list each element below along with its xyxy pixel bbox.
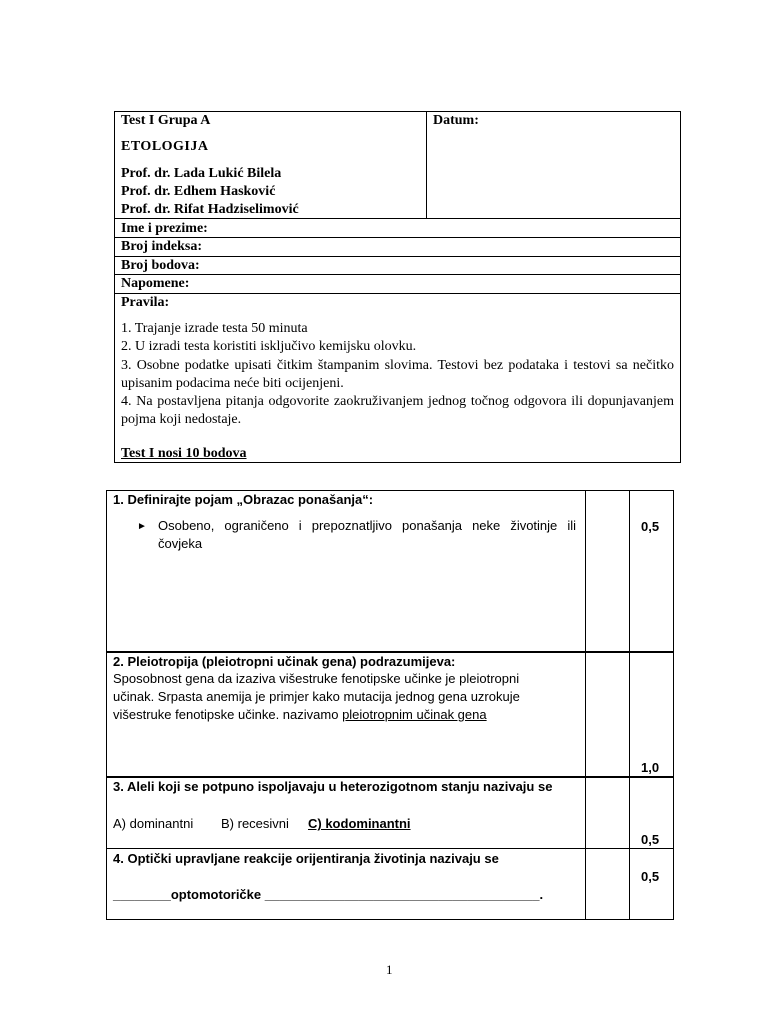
q4-title: 4. Optički upravljane reakcije orijentiranja životinja nazivaju se [113, 851, 499, 866]
q4-answer-line [113, 886, 543, 904]
q3-option-c[interactable]: C) kodominantni [308, 816, 411, 831]
field-notes: Napomene: [121, 276, 190, 291]
q1-answer: Osobeno, ograničeno i prepoznatljivo ponašanja neke životinje ili čovjeka [158, 518, 576, 551]
datum-label: Datum: [433, 113, 479, 128]
q3-option-a[interactable]: A) dominantni [113, 816, 194, 831]
bullet-arrow-icon: ► [137, 521, 147, 532]
q4-blank-before: ________ [113, 887, 171, 902]
rules-label: Pravila: [121, 295, 170, 310]
q3-title: 3. Aleli koji se potpuno ispoljavaju u heterozigotnom stanju nazivaju se [113, 779, 553, 794]
q1-title: 1. Definirajte pojam „Obrazac ponašanja“: [113, 492, 374, 507]
rule-1: 1. Trajanje izrade testa 50 minuta [121, 321, 308, 336]
professor-1: Prof. dr. Lada Lukić Bilela [121, 166, 282, 181]
field-name: Ime i prezime: [121, 221, 208, 236]
rule-2: 2. U izradi testa koristiti isključivo kemijsku olovku. [121, 339, 417, 354]
rule-4: 4. Na postavljena pitanja odgovorite zaokruživanjem jednog točnog odgovora ili dopunjavanjem pojma koji nedostaje. [121, 394, 674, 427]
q2-answer-line-2: učinak. Srpasta anemija je primjer kako mutacija jednog gena uzrokuje [113, 689, 520, 704]
q4-answer: optomotoričke [170, 887, 262, 902]
professor-2: Prof. dr. Edhem Hasković [121, 184, 276, 199]
field-points: Broj bodova: [121, 258, 200, 273]
q2-answer-prefix: višestruke fenotipske učinke. nazivamo [113, 707, 343, 722]
page-number: 1 [386, 962, 393, 977]
q2-answer-line-1: Sposobnost gena da izaziva višestruke fenotipske učinke je pleiotropni [113, 671, 520, 686]
professor-3: Prof. dr. Rifat Hadziselimović [121, 202, 299, 217]
q2-title: 2. Pleiotropija (pleiotropni učinak gena) podrazumijeva: [113, 654, 456, 669]
q4-points: 0,5 [641, 869, 660, 884]
q3-points: 0,5 [641, 832, 660, 847]
q2-points: 1,0 [641, 760, 660, 775]
test-group-label: Test I Grupa A [121, 113, 211, 128]
q4-blank-after: ______________________________________. [261, 887, 544, 902]
q2-answer-line-3 [113, 706, 487, 724]
q1-points: 0,5 [641, 519, 660, 534]
total-points: Test I nosi 10 bodova [121, 446, 247, 461]
field-index: Broj indeksa: [121, 239, 203, 254]
rule-3: 3. Osobne podatke upisati čitkim štampanim slovima. Testovi bez podataka i testovi sa nečitko upisanim podacima neće biti ocijenjeni. [121, 358, 674, 391]
subject-title: ETOLOGIJA [121, 139, 209, 154]
q3-option-b[interactable]: B) recesivni [221, 816, 289, 831]
q2-answer-term: pleiotropnim učinak gena [342, 707, 487, 722]
